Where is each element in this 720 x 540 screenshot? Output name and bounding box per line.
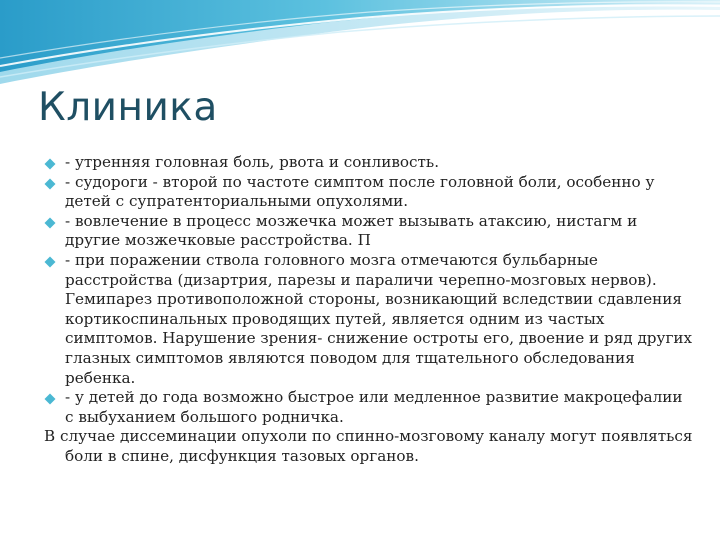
header-wave-decoration	[0, 0, 720, 90]
closing-paragraph: В случае диссеминации опухоли по спинно-мозговому каналу могут появляться боли в спине, дисфункция тазовых органов.	[44, 427, 693, 465]
bullet-text: - судороги - второй по частоте симптом после головной боли, особенно у детей с супратенториальными опухолями.	[65, 172, 655, 211]
slide-title: Клиника	[38, 85, 218, 130]
bullet-icon	[44, 256, 56, 268]
bullet-item	[44, 251, 694, 388]
bullet-text: - вовлечение в процесс мозжечка может вызывать атаксию, нистагм и другие мозжечковые расстройства. П	[65, 211, 638, 250]
bullet-icon	[44, 393, 56, 405]
bullet-text: - у детей до года возможно быстрое или медленное развитие макроцефалии с выбуханием большого родничка.	[65, 388, 683, 426]
bullet-item	[44, 173, 694, 212]
bullet-icon	[44, 217, 56, 229]
bullet-item	[44, 153, 694, 173]
bullet-icon	[44, 178, 56, 190]
bullet-item	[44, 212, 694, 251]
bullet-text: - утренняя головная боль, рвота и сонливость.	[65, 153, 440, 171]
bullet-icon	[44, 158, 56, 170]
bullet-item	[44, 388, 694, 427]
bullet-text: - при поражении ствола головного мозга отмечаются бульбарные расстройства (дизартрия, парезы и параличи черепно-мозговых нервов). Гемипарез противоположной стороны, возникающий вследствии сдавления кортикоспинальных проводящих путей, является одним из частых симптомов. Нарушение зрения- снижение остроты его, двоение и ряд других глазных симптомов являются поводом для тщательного обследования ребенка.	[65, 250, 693, 387]
slide-content	[44, 153, 694, 467]
